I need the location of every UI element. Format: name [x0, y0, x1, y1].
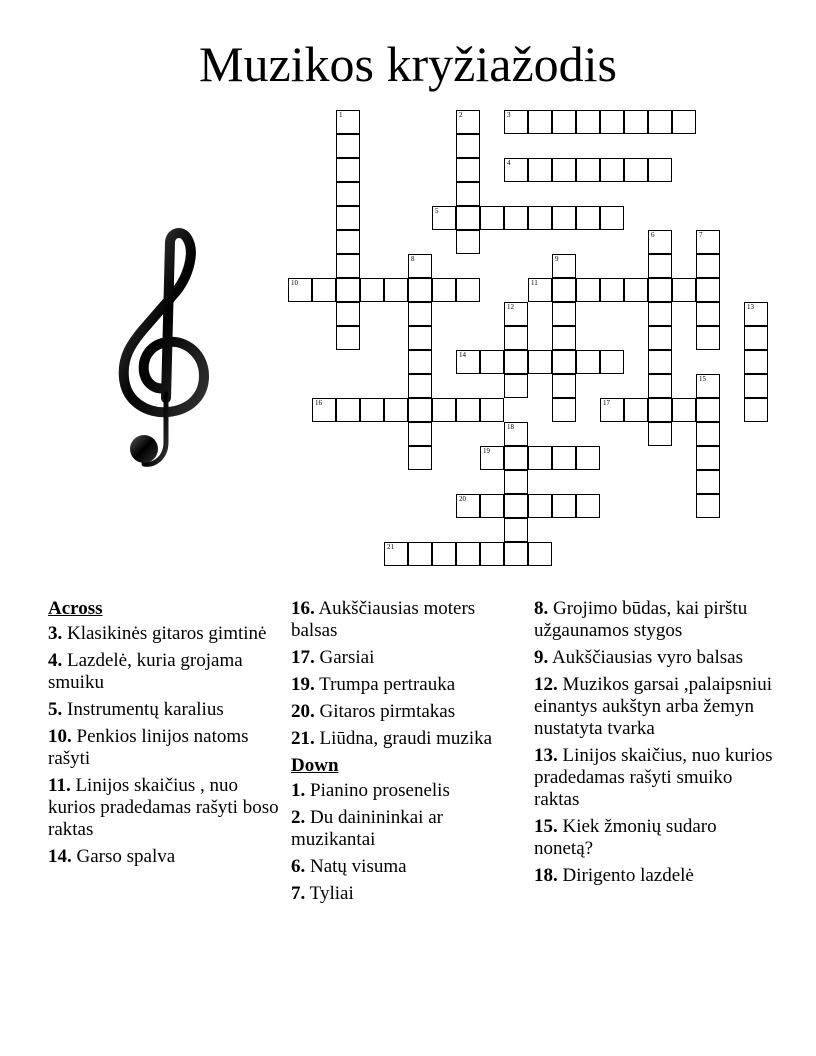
clues-column-3: [534, 598, 774, 892]
clue-down-8: 8. Grojimo būdas, kai pirštu užgaunamos stygos: [534, 598, 748, 641]
grid-cell[interactable]: [528, 350, 552, 374]
grid-cell[interactable]: [408, 350, 432, 374]
grid-cell[interactable]: [480, 206, 504, 230]
grid-cell[interactable]: [648, 230, 672, 254]
page-title: Muzikos kryžiažodis: [199, 36, 617, 92]
grid-cell[interactable]: [312, 398, 336, 422]
grid-cell[interactable]: [408, 254, 432, 278]
grid-cell[interactable]: [696, 302, 720, 326]
grid-cell[interactable]: [624, 278, 648, 302]
grid-cell[interactable]: [648, 350, 672, 374]
grid-cell[interactable]: [744, 350, 768, 374]
grid-cell[interactable]: [648, 326, 672, 350]
clue-across-14: 14. Garso spalva: [48, 846, 176, 867]
clue-down-13: 13. Linijos skaičius, nuo kurios pradedamas rašyti smuiko raktas: [534, 745, 773, 810]
grid-cell[interactable]: [456, 398, 480, 422]
clue-number: 19: [483, 447, 490, 455]
grid-cell[interactable]: [480, 494, 504, 518]
clue-number: 16: [315, 399, 322, 407]
grid-cell[interactable]: [336, 134, 360, 158]
grid-cell[interactable]: [552, 110, 576, 134]
grid-cell[interactable]: [696, 278, 720, 302]
grid-cell[interactable]: [504, 494, 528, 518]
clue-number: 21: [387, 543, 394, 551]
grid-cell[interactable]: [504, 326, 528, 350]
grid-cell[interactable]: [504, 350, 528, 374]
grid-cell[interactable]: [504, 158, 528, 182]
grid-cell[interactable]: [528, 158, 552, 182]
grid-cell[interactable]: [504, 446, 528, 470]
grid-cell[interactable]: [600, 398, 624, 422]
grid-cell[interactable]: [528, 110, 552, 134]
grid-cell[interactable]: [504, 206, 528, 230]
clue-down-9: 9. Aukščiausias vyro balsas: [534, 647, 743, 668]
grid-cell[interactable]: [696, 422, 720, 446]
grid-cell[interactable]: [408, 278, 432, 302]
clue-across-4: 4. Lazdelė, kuria grojama smuiku: [48, 650, 243, 693]
grid-cell[interactable]: [432, 542, 456, 566]
grid-cell[interactable]: [528, 278, 552, 302]
grid-cell[interactable]: [336, 278, 360, 302]
grid-cell[interactable]: [504, 302, 528, 326]
grid-cell[interactable]: [648, 302, 672, 326]
grid-cell[interactable]: [456, 206, 480, 230]
grid-cell[interactable]: [408, 446, 432, 470]
clue-down-18: 18. Dirigento lazdelė: [534, 865, 694, 886]
grid-cell[interactable]: [696, 254, 720, 278]
grid-cell[interactable]: [552, 350, 576, 374]
grid-cell[interactable]: [648, 398, 672, 422]
grid-cell[interactable]: [360, 278, 384, 302]
grid-cell[interactable]: [744, 326, 768, 350]
clue-across-20: 20. Gitaros pirmtakas: [291, 701, 456, 722]
grid-cell[interactable]: [696, 470, 720, 494]
clue-number: 6: [651, 231, 655, 239]
clue-number: 15: [699, 375, 706, 383]
clue-number: 14: [459, 351, 466, 359]
grid-cell[interactable]: [552, 278, 576, 302]
grid-cell[interactable]: [312, 278, 336, 302]
grid-cell[interactable]: [456, 134, 480, 158]
clue-number: 17: [603, 399, 610, 407]
clue-number: 11: [531, 279, 538, 287]
grid-cell[interactable]: [552, 158, 576, 182]
down-heading: Down: [291, 755, 339, 776]
grid-cell[interactable]: [456, 278, 480, 302]
clue-number: 20: [459, 495, 466, 503]
grid-cell[interactable]: [432, 398, 456, 422]
grid-cell[interactable]: [504, 542, 528, 566]
grid-cell[interactable]: [456, 182, 480, 206]
clue-number: 13: [747, 303, 754, 311]
clues-column-2: [291, 598, 521, 910]
clue-down-1: 1. Pianino prosenelis: [291, 780, 450, 801]
grid-cell[interactable]: [336, 302, 360, 326]
grid-cell[interactable]: [672, 398, 696, 422]
clue-number: 2: [459, 111, 463, 119]
clue-number: 1: [339, 111, 343, 119]
grid-cell[interactable]: [432, 206, 456, 230]
clue-across-19: 19. Trumpa pertrauka: [291, 674, 456, 695]
grid-cell[interactable]: [696, 374, 720, 398]
grid-cell[interactable]: [696, 326, 720, 350]
clue-down-15: 15. Kiek žmonių sudaro nonetą?: [534, 816, 717, 859]
grid-cell[interactable]: [552, 326, 576, 350]
grid-cell[interactable]: [336, 326, 360, 350]
grid-cell[interactable]: [672, 110, 696, 134]
clue-across-16: 16. Aukščiausias moters balsas: [291, 598, 476, 641]
grid-cell[interactable]: [624, 158, 648, 182]
grid-cell[interactable]: [648, 374, 672, 398]
grid-cell[interactable]: [552, 494, 576, 518]
clue-down-7: 7. Tyliai: [291, 883, 354, 904]
grid-cell[interactable]: [408, 374, 432, 398]
clue-across-10: 10. Penkios linijos natoms rašyti: [48, 726, 249, 769]
grid-cell[interactable]: [456, 542, 480, 566]
clue-number: 7: [699, 231, 703, 239]
grid-cell[interactable]: [600, 158, 624, 182]
grid-cell[interactable]: [696, 230, 720, 254]
grid-cell[interactable]: [600, 206, 624, 230]
grid-cell[interactable]: [456, 230, 480, 254]
grid-cell[interactable]: [648, 158, 672, 182]
grid-cell[interactable]: [384, 542, 408, 566]
grid-cell[interactable]: [384, 398, 408, 422]
grid-cell[interactable]: [504, 518, 528, 542]
grid-cell[interactable]: [600, 350, 624, 374]
grid-cell[interactable]: [504, 110, 528, 134]
clue-number: 3: [507, 111, 511, 119]
grid-cell[interactable]: [576, 158, 600, 182]
clue-number: 12: [507, 303, 514, 311]
grid-cell[interactable]: [408, 422, 432, 446]
grid-cell[interactable]: [648, 278, 672, 302]
grid-cell[interactable]: [600, 110, 624, 134]
grid-cell[interactable]: [624, 110, 648, 134]
grid-cell[interactable]: [576, 446, 600, 470]
clue-number: 5: [435, 207, 439, 215]
clue-number: 9: [555, 255, 559, 263]
across-heading: Across: [48, 598, 103, 619]
grid-cell[interactable]: [336, 206, 360, 230]
grid-cell[interactable]: [480, 446, 504, 470]
grid-cell[interactable]: [576, 350, 600, 374]
grid-cell[interactable]: [336, 182, 360, 206]
clue-across-3: 3. Klasikinės gitaros gimtinė: [48, 623, 267, 644]
clue-across-5: 5. Instrumentų karalius: [48, 699, 224, 720]
grid-cell[interactable]: [504, 374, 528, 398]
grid-cell[interactable]: [648, 110, 672, 134]
grid-cell[interactable]: [528, 446, 552, 470]
grid-cell[interactable]: [624, 398, 648, 422]
grid-cell[interactable]: [552, 206, 576, 230]
grid-cell[interactable]: [576, 206, 600, 230]
grid-cell[interactable]: [648, 254, 672, 278]
grid-cell[interactable]: [480, 542, 504, 566]
clue-across-17: 17. Garsiai: [291, 647, 375, 668]
grid-cell[interactable]: [432, 278, 456, 302]
grid-cell[interactable]: [672, 278, 696, 302]
clue-down-12: 12. Muzikos garsai ,palaipsniui einantys aukštyn arba žemyn nustatyta tvarka: [534, 674, 772, 739]
grid-cell[interactable]: [456, 158, 480, 182]
clue-number: 10: [291, 279, 298, 287]
grid-cell[interactable]: [528, 206, 552, 230]
grid-cell[interactable]: [696, 446, 720, 470]
grid-cell[interactable]: [576, 110, 600, 134]
grid-cell[interactable]: [696, 398, 720, 422]
grid-cell[interactable]: [288, 278, 312, 302]
grid-cell[interactable]: [648, 422, 672, 446]
grid-cell[interactable]: [336, 158, 360, 182]
grid-cell[interactable]: [528, 494, 552, 518]
clue-across-11: 11. Linijos skaičius , nuo kurios pradedamas rašyti boso raktas: [48, 775, 279, 840]
clue-number: 18: [507, 423, 514, 431]
grid-cell[interactable]: [336, 110, 360, 134]
grid-cell[interactable]: [576, 494, 600, 518]
grid-cell[interactable]: [744, 374, 768, 398]
grid-cell[interactable]: [504, 422, 528, 446]
grid-cell[interactable]: [600, 278, 624, 302]
grid-cell[interactable]: [456, 350, 480, 374]
grid-cell[interactable]: [408, 542, 432, 566]
grid-cell[interactable]: [744, 302, 768, 326]
grid-cell[interactable]: [384, 278, 408, 302]
grid-cell[interactable]: [408, 326, 432, 350]
grid-cell[interactable]: [336, 254, 360, 278]
clue-down-2: 2. Du dainininkai ar muzikantai: [291, 807, 443, 850]
grid-cell[interactable]: [552, 254, 576, 278]
grid-cell[interactable]: [480, 398, 504, 422]
clue-number: 8: [411, 255, 415, 263]
grid-cell[interactable]: [552, 302, 576, 326]
grid-cell[interactable]: [552, 446, 576, 470]
clue-down-6: 6. Natų visuma: [291, 856, 407, 877]
grid-cell[interactable]: [480, 350, 504, 374]
grid-cell[interactable]: [552, 374, 576, 398]
grid-cell[interactable]: [336, 398, 360, 422]
grid-cell[interactable]: [504, 470, 528, 494]
grid-cell[interactable]: [744, 398, 768, 422]
grid-cell[interactable]: [528, 542, 552, 566]
grid-cell[interactable]: [456, 110, 480, 134]
clue-number: 4: [507, 159, 511, 167]
grid-cell[interactable]: [336, 230, 360, 254]
grid-cell[interactable]: [696, 494, 720, 518]
grid-cell[interactable]: [408, 302, 432, 326]
grid-cell[interactable]: [408, 398, 432, 422]
grid-cell[interactable]: [576, 278, 600, 302]
grid-cell[interactable]: [360, 398, 384, 422]
grid-cell[interactable]: [552, 398, 576, 422]
clue-across-21: 21. Liūdna, graudi muzika: [291, 728, 493, 749]
grid-cell[interactable]: [456, 494, 480, 518]
clues-column-1: [48, 598, 284, 873]
